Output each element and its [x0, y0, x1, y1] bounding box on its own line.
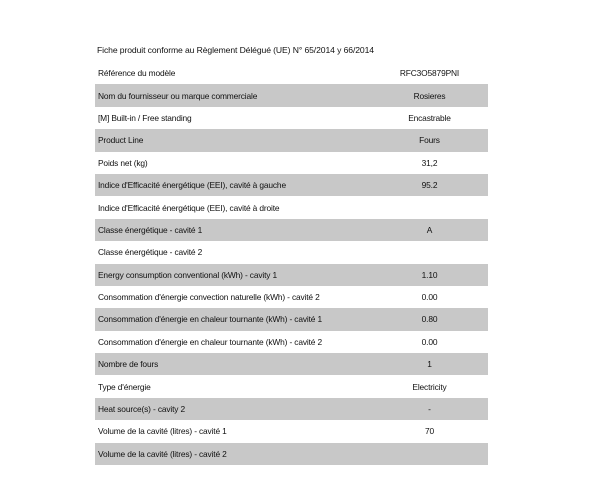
table-row [95, 107, 488, 129]
row-value: 0.80 [421, 314, 438, 325]
row-label: Indice d'Efficacité énergétique (EEI), cavité à gauche [98, 180, 286, 191]
row-value: RFC3O5879PNI [399, 68, 460, 79]
row-value: Fours [419, 135, 440, 146]
row-label: Consommation d'énergie en chaleur tournante (kWh) - cavité 1 [98, 314, 322, 325]
row-label: Indice d'Efficacité énergétique (EEI), cavité à droite [98, 202, 280, 213]
row-label: Type d'énergie [98, 381, 151, 392]
row-label: [M] Built-in / Free standing [98, 112, 192, 123]
page-title: Fiche produit conforme au Règlement Délégué (UE) N° 65/2014 y 66/2014 [97, 45, 374, 55]
table-row [95, 84, 488, 106]
row-value: 0.00 [421, 336, 438, 347]
row-label: Consommation d'énergie en chaleur tournante (kWh) - cavité 2 [98, 336, 322, 347]
row-label: Volume de la cavité (litres) - cavité 2 [98, 448, 227, 459]
table-row [95, 375, 488, 397]
row-value: Rosieres [413, 90, 446, 101]
row-value: 1 [427, 359, 432, 370]
table-row [95, 331, 488, 353]
table-row [95, 62, 488, 84]
table-row [95, 398, 488, 420]
row-value: 0.00 [421, 292, 438, 303]
row-label: Poids net (kg) [98, 157, 148, 168]
spec-table [95, 62, 488, 465]
row-label: Heat source(s) - cavity 2 [98, 404, 186, 415]
row-value: 95.2 [421, 180, 438, 191]
table-row [95, 353, 488, 375]
row-value: Electricity [412, 381, 447, 392]
table-row [95, 241, 488, 263]
table-row [95, 443, 488, 465]
row-label: Volume de la cavité (litres) - cavité 1 [98, 426, 227, 437]
table-row [95, 308, 488, 330]
table-row [95, 420, 488, 442]
table-row [95, 286, 488, 308]
row-value: Encastrable [408, 112, 451, 123]
row-label: Référence du modèle [98, 68, 176, 79]
row-value: A [426, 224, 433, 235]
row-value: - [428, 404, 431, 415]
table-row [95, 129, 488, 151]
row-value: 70 [424, 426, 434, 437]
table-row [95, 264, 488, 286]
row-label: Nombre de fours [98, 359, 159, 370]
row-label: Consommation d'énergie convection naturelle (kWh) - cavité 2 [98, 292, 320, 303]
table-row [95, 219, 488, 241]
table-row [95, 196, 488, 218]
row-label: Classe énergétique - cavité 1 [98, 224, 203, 235]
row-value: 1.10 [421, 269, 438, 280]
table-row [95, 152, 488, 174]
row-label: Classe énergétique - cavité 2 [98, 247, 203, 258]
row-label: Product Line [98, 135, 144, 146]
row-label: Energy consumption conventional (kWh) - cavity 1 [98, 269, 277, 280]
table-row [95, 174, 488, 196]
row-label: Nom du fournisseur ou marque commerciale [98, 90, 258, 101]
row-value: 31,2 [421, 157, 438, 168]
